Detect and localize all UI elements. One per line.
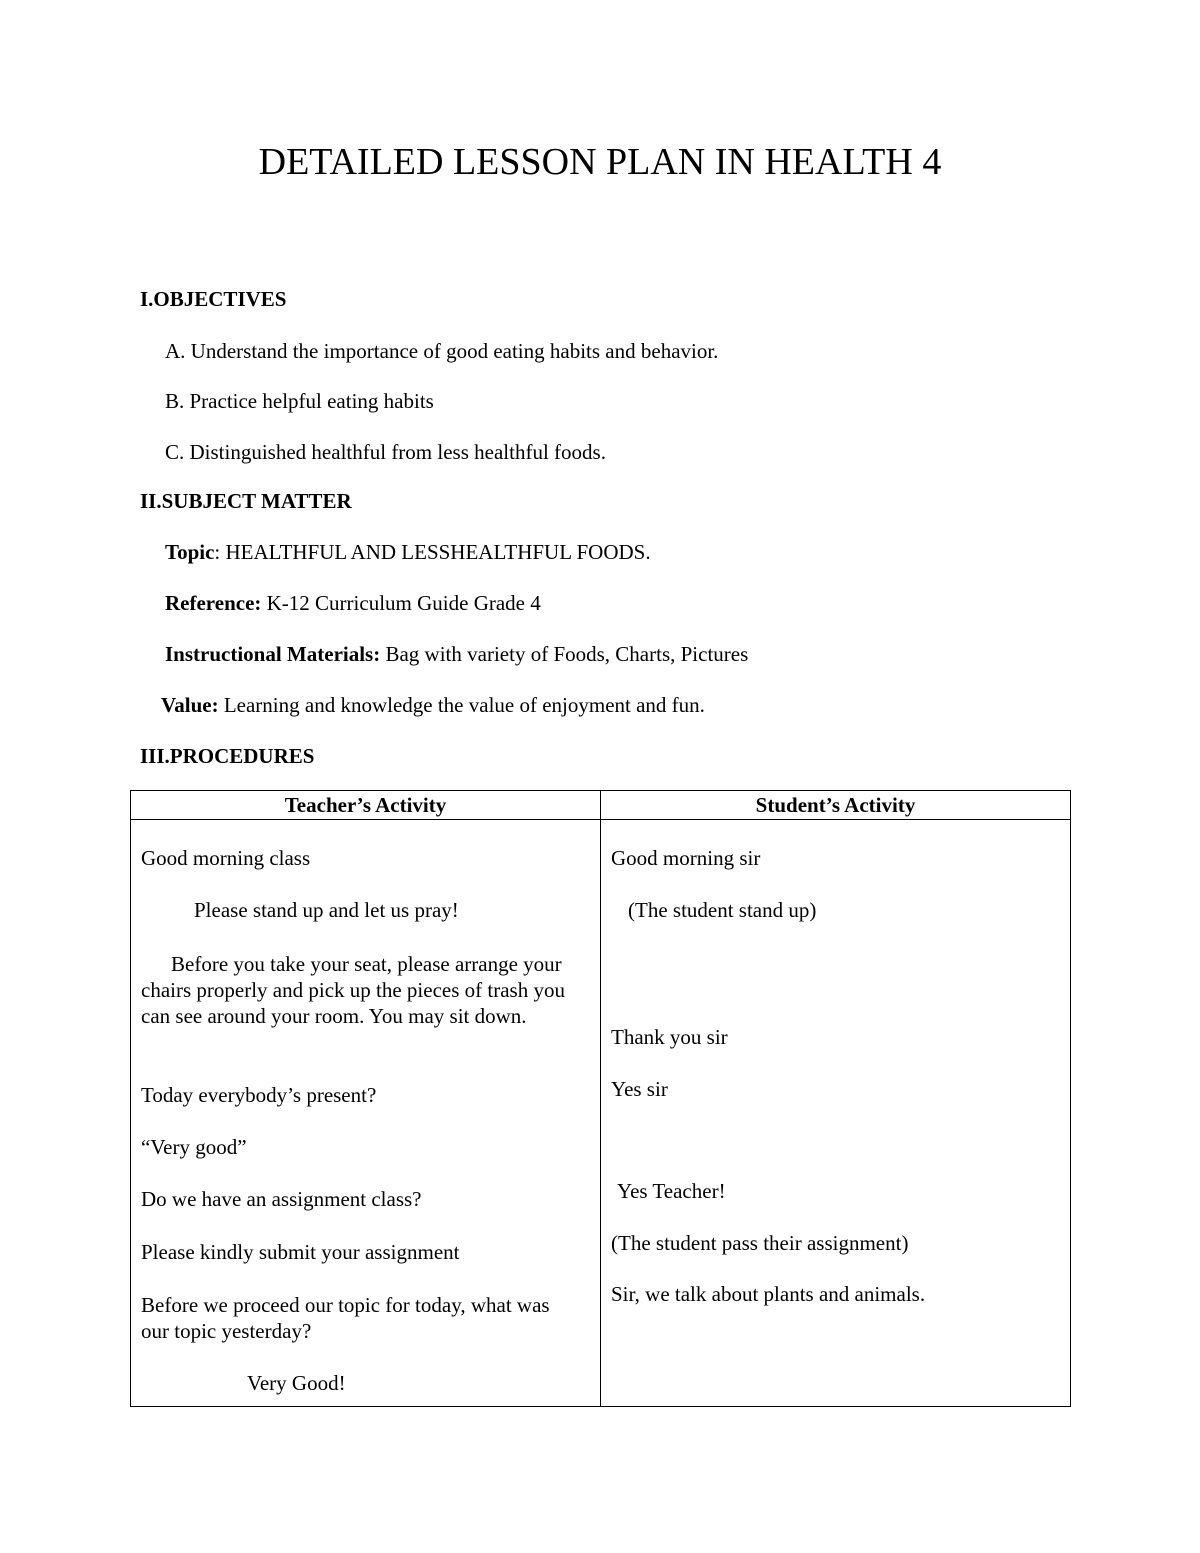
student-line: Sir, we talk about plants and animals. xyxy=(611,1282,926,1306)
teacher-line: Do we have an assignment class? xyxy=(141,1187,422,1211)
table-header-row xyxy=(131,791,1071,820)
procedures-table xyxy=(130,790,1071,1407)
topic-value: : HEALTHFUL AND LESSHEALTHFUL FOODS. xyxy=(214,540,651,564)
teacher-line: Before we proceed our topic for today, what was our topic yesterday? xyxy=(141,1293,550,1343)
teacher-line: Very Good! xyxy=(247,1371,346,1395)
materials-line xyxy=(165,642,748,667)
table-row xyxy=(131,820,1071,1407)
student-line: Thank you sir xyxy=(611,1025,728,1049)
student-line: Yes sir xyxy=(611,1077,668,1101)
materials-value: Bag with variety of Foods, Charts, Pictures xyxy=(380,642,749,666)
teacher-line: Before you take your seat, please arrange your chairs properly and pick up the pieces of trash you can see around your room. You may sit down. xyxy=(141,952,565,1028)
subject-matter-heading: II.SUBJECT MATTER xyxy=(140,489,352,513)
teacher-activity-cell xyxy=(131,820,601,1407)
student-line: Yes Teacher! xyxy=(617,1179,726,1203)
reference-label: Reference: xyxy=(165,591,262,615)
reference-value: K-12 Curriculum Guide Grade 4 xyxy=(261,591,541,615)
materials-label: Instructional Materials: xyxy=(165,642,381,666)
objective-b: B. Practice helpful eating habits xyxy=(165,389,434,413)
objectives-heading: I.OBJECTIVES xyxy=(140,287,287,311)
student-line: (The student pass their assignment) xyxy=(611,1231,909,1255)
student-line: Good morning sir xyxy=(611,846,761,870)
document-title: DETAILED LESSON PLAN IN HEALTH 4 xyxy=(258,141,942,183)
procedures-heading: III.PROCEDURES xyxy=(140,744,315,768)
value-line xyxy=(161,693,705,718)
student-activity-cell xyxy=(601,820,1071,1407)
objective-c: C. Distinguished healthful from less healthful foods. xyxy=(165,440,606,464)
value-value: Learning and knowledge the value of enjoyment and fun. xyxy=(218,693,705,717)
student-line: (The student stand up) xyxy=(628,898,817,922)
teacher-line: Please stand up and let us pray! xyxy=(194,898,459,922)
objective-a: A. Understand the importance of good eating habits and behavior. xyxy=(165,339,719,363)
teacher-line: Please kindly submit your assignment xyxy=(141,1240,460,1264)
reference-line xyxy=(165,591,541,616)
topic-label: Topic xyxy=(165,540,215,564)
teacher-line: “Very good” xyxy=(141,1135,247,1159)
teacher-column-header: Teacher’s Activity xyxy=(131,791,601,820)
teacher-line: Today everybody’s present? xyxy=(141,1083,377,1107)
value-label: Value: xyxy=(161,693,219,717)
teacher-line: Good morning class xyxy=(141,846,311,870)
student-column-header: Student’s Activity xyxy=(601,791,1071,820)
topic-line xyxy=(165,540,651,565)
